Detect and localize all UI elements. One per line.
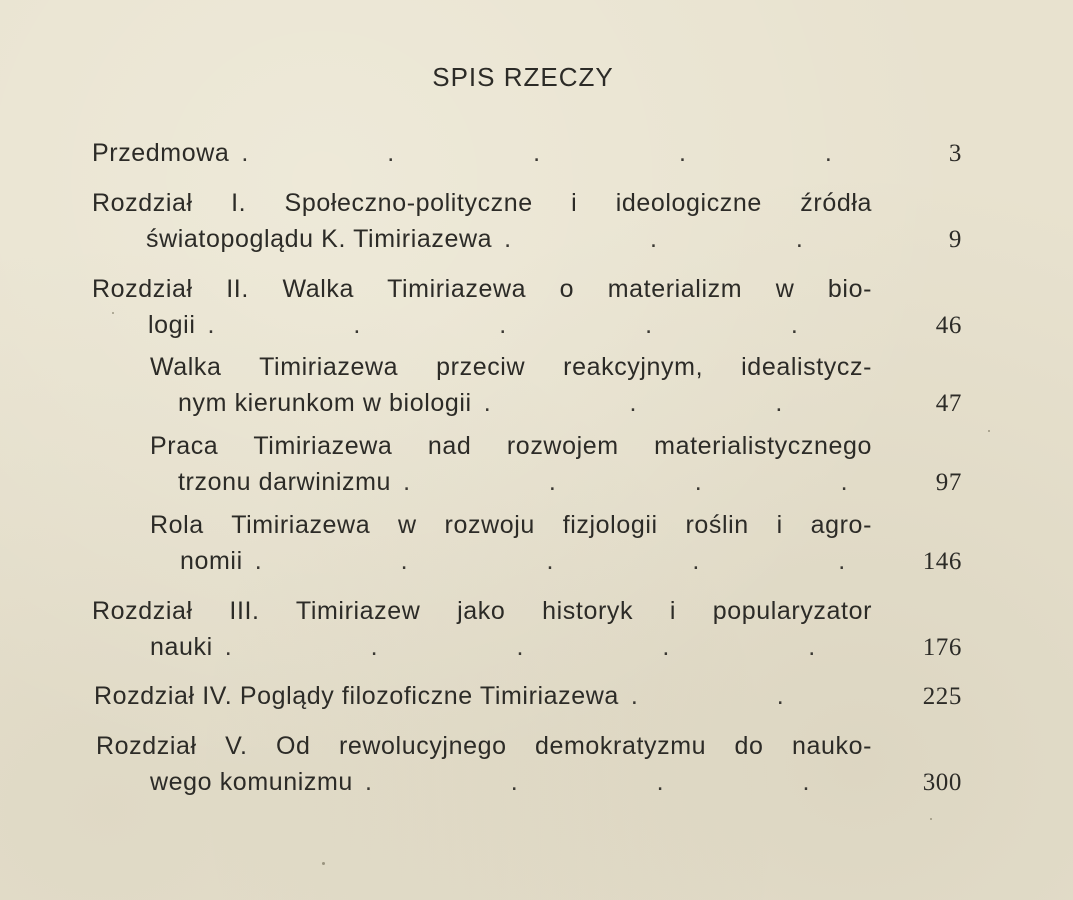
toc-entry-preface xyxy=(92,136,962,170)
dot-leader xyxy=(403,465,894,499)
toc-entry-section-2-3-line-2 xyxy=(180,544,962,578)
toc-page-number: 3 xyxy=(948,140,962,167)
toc-page-number: 176 xyxy=(922,634,962,661)
toc-entry-section-2-2-line-1: Praca Timiriazewa nad rozwojem materialistycznego xyxy=(150,432,872,460)
toc-title: SPIS RZECZY xyxy=(432,62,614,92)
paper-speck xyxy=(112,312,114,314)
toc-page-number: 300 xyxy=(922,769,962,796)
toc-entry-chapter-5-line-2 xyxy=(150,765,962,799)
toc-entry-label: światopoglądu K. Timiriazewa xyxy=(146,225,493,253)
dot-leader xyxy=(255,544,894,578)
toc-entry-label: nym kierunkom w biologii xyxy=(178,389,472,417)
paper-speck xyxy=(930,818,932,820)
toc-page-number: 47 xyxy=(935,390,962,417)
toc-entry-section-2-1-line-2 xyxy=(178,386,962,420)
toc-entry-chapter-3-line-2 xyxy=(150,630,962,664)
toc-entry-chapter-3-line-1: Rozdział III. Timiriazew jako historyk i popularyzator xyxy=(92,597,872,625)
toc-entry-chapter-4 xyxy=(94,679,962,713)
dot-leader xyxy=(504,222,894,256)
toc-entry-chapter-2-line-2 xyxy=(148,308,962,342)
paper-speck xyxy=(988,430,990,432)
toc-entry-label: nomii xyxy=(180,547,243,575)
dot-leader xyxy=(225,630,894,664)
toc-entry-label: nauki xyxy=(150,633,213,661)
toc-entry-chapter-1-line-2 xyxy=(146,222,962,256)
toc-page-number: 225 xyxy=(922,683,962,710)
toc-entry-section-2-1-line-1: Walka Timiriazewa przeciw reakcyjnym, idealistycz- xyxy=(150,353,872,381)
dot-leader xyxy=(207,308,894,342)
toc-entry-label: logii xyxy=(148,311,196,339)
toc-page-number: 9 xyxy=(948,226,962,253)
toc-entry-section-2-3-line-1: Rola Timiriazewa w rozwoju fizjologii roślin i agro- xyxy=(150,511,872,539)
paper-speck xyxy=(322,862,325,865)
toc-entry-label: Przedmowa xyxy=(92,139,230,167)
toc-entry-chapter-2-line-1: Rozdział II. Walka Timiriazewa o materializm w bio- xyxy=(92,275,872,303)
dot-leader xyxy=(365,765,894,799)
toc-entry-label: Rozdział IV. Poglądy filozoficzne Timiriazewa xyxy=(94,682,619,710)
toc-entry-label: wego komunizmu xyxy=(150,768,353,796)
toc-entry-chapter-5-line-1: Rozdział V. Od rewolucyjnego demokratyzmu do nauko- xyxy=(96,732,872,760)
dot-leader xyxy=(631,679,894,713)
toc-entry-label: trzonu darwinizmu xyxy=(178,468,392,496)
toc-entry-section-2-2-line-2 xyxy=(178,465,962,499)
dot-leader xyxy=(484,386,894,420)
toc-page-number: 146 xyxy=(922,548,962,575)
toc-page-number: 97 xyxy=(935,469,962,496)
toc-entry-chapter-1-line-1: Rozdział I. Społeczno-polityczne i ideologiczne źródła xyxy=(92,189,872,217)
toc-page-number: 46 xyxy=(935,312,962,339)
dot-leader xyxy=(241,136,894,170)
